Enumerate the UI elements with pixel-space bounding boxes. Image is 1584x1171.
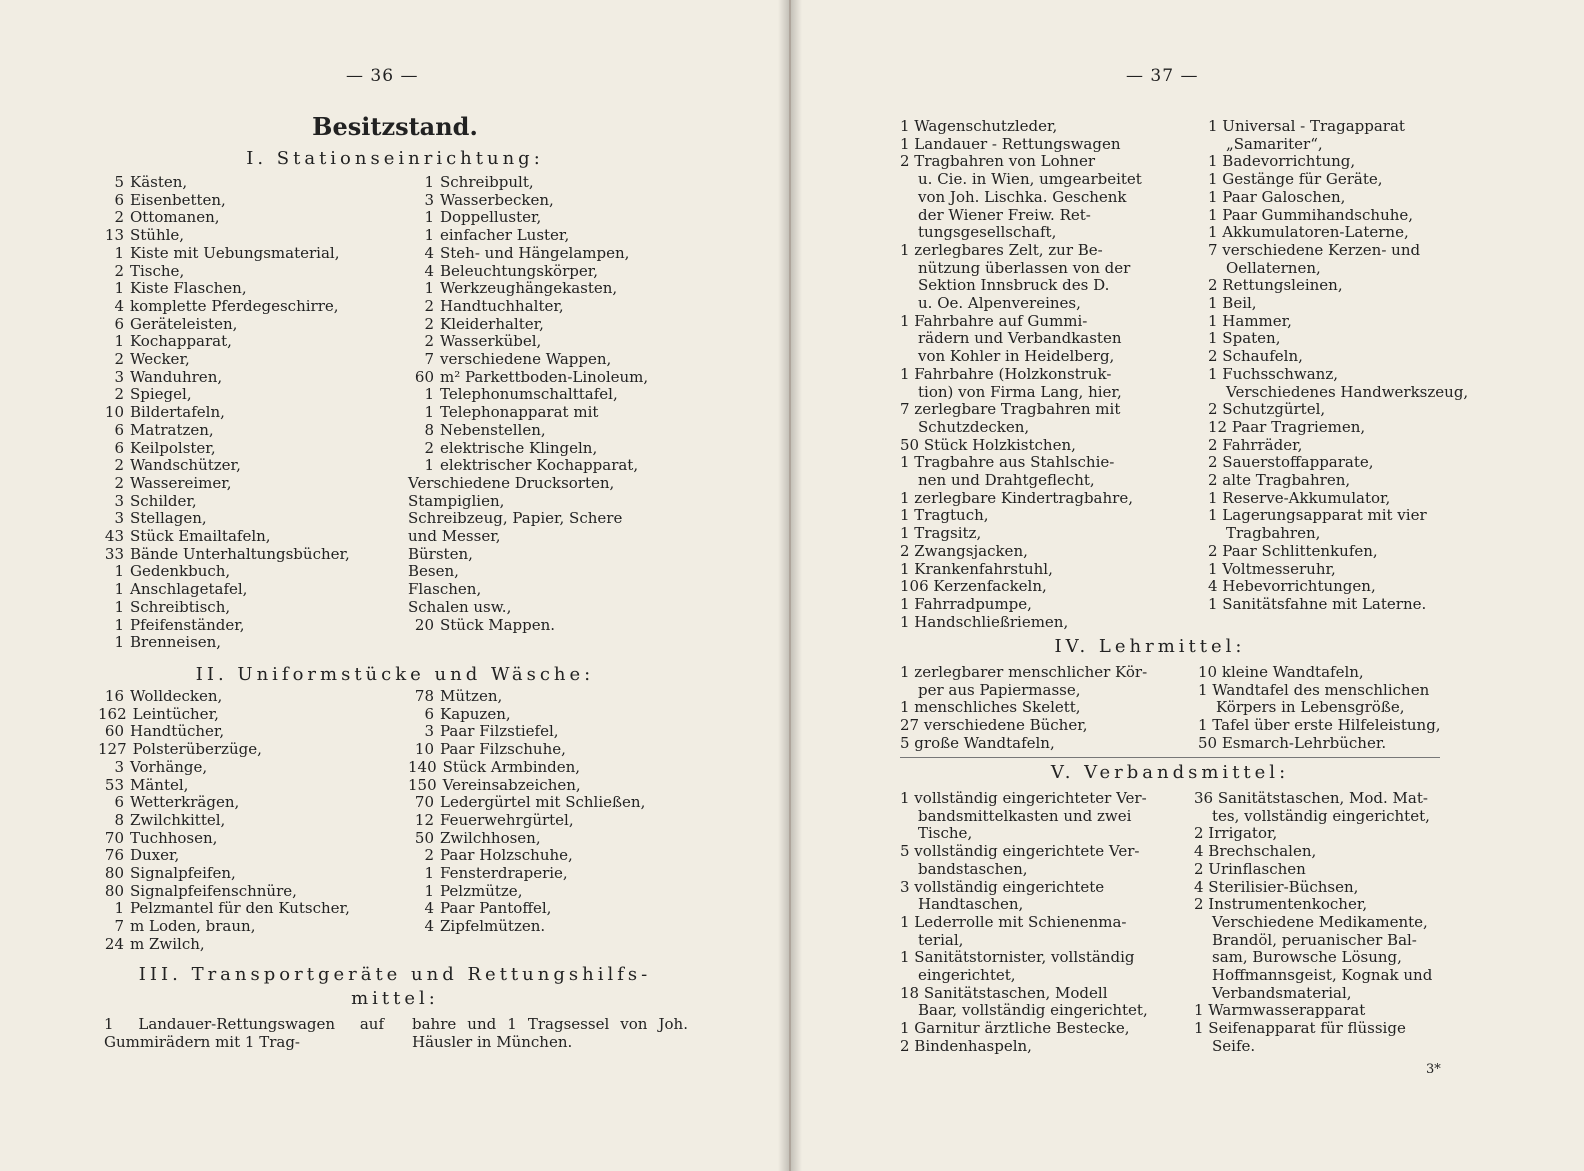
list-item: 4 Steh- und Hängelampen, bbox=[424, 243, 630, 262]
list-item: Besen, bbox=[408, 562, 459, 581]
list-item: Handtaschen, bbox=[918, 895, 1024, 914]
page-number: — 36 — bbox=[346, 66, 419, 86]
list-item: Schalen usw., bbox=[408, 597, 512, 616]
list-item: 3 vollständig eingerichtete bbox=[900, 877, 1105, 896]
section-4-list-left bbox=[900, 664, 1147, 753]
list-item: 7 m Loden, braun, bbox=[114, 917, 256, 936]
list-item: 1 Fuchsschwanz, bbox=[1208, 364, 1339, 383]
list-item: 8 Zwilchkittel, bbox=[114, 810, 226, 829]
list-item: 106 Kerzenfackeln, bbox=[900, 577, 1047, 596]
list-item: 2 Wassereimer, bbox=[114, 473, 232, 492]
list-item: eingerichtet, bbox=[918, 966, 1016, 985]
list-item: 6 Matratzen, bbox=[114, 420, 214, 439]
list-item: 1 Voltmesseruhr, bbox=[1208, 559, 1336, 578]
list-item: 8 Nebenstellen, bbox=[424, 420, 546, 439]
list-item: 33 Bände Unterhaltungsbücher, bbox=[104, 544, 350, 563]
section-2-list-left bbox=[98, 688, 350, 954]
list-item: Stampiglien, bbox=[408, 491, 505, 510]
book-gutter bbox=[778, 0, 802, 1171]
list-item: 1 Fensterdraperie, bbox=[424, 864, 568, 883]
list-item: 5 vollständig eingerichtete Ver- bbox=[900, 842, 1140, 861]
list-item: 4 Paar Pantoffel, bbox=[424, 899, 552, 918]
section-2-list-right bbox=[408, 688, 645, 936]
list-item: 70 Ledergürtel mit Schließen, bbox=[414, 793, 646, 812]
list-item: 1 Schreibtisch, bbox=[114, 597, 231, 616]
list-item: 50 Zwilchhosen, bbox=[414, 828, 541, 847]
list-item: 1 Garnitur ärztliche Bestecke, bbox=[900, 1019, 1130, 1038]
list-item: 3 Schilder, bbox=[114, 491, 197, 510]
list-item: 2 Bindenhaspeln, bbox=[900, 1036, 1032, 1055]
list-item: 1 Badevorrichtung, bbox=[1208, 152, 1356, 171]
list-item: 18 Sanitätstaschen, Modell bbox=[900, 983, 1108, 1002]
list-item: 1 zerlegbarer menschlicher Kör- bbox=[900, 663, 1148, 681]
list-item: 1 Wandtafel des menschlichen bbox=[1198, 680, 1430, 699]
list-item: 150 Vereinsabzeichen, bbox=[408, 775, 581, 794]
list-item: 3 Stellagen, bbox=[114, 509, 207, 528]
list-item: 6 Eisenbetten, bbox=[114, 190, 226, 209]
list-item: 10 kleine Wandtafeln, bbox=[1198, 663, 1364, 681]
list-item: 2 Tragbahren von Lohner bbox=[900, 152, 1096, 171]
list-item: 1 Fahrbahre auf Gummi- bbox=[900, 311, 1088, 330]
list-item: 3 Wasserbecken, bbox=[424, 190, 554, 209]
list-item: Seife. bbox=[1212, 1036, 1256, 1055]
list-item: 2 Schutzgürtel, bbox=[1208, 400, 1326, 419]
list-item: 80 Signalpfeifen, bbox=[104, 864, 236, 883]
list-item: Verschiedenes Handwerkszeug, bbox=[1226, 382, 1469, 401]
list-item: 16 Wolldecken, bbox=[104, 687, 223, 705]
list-item: Verschiedene Drucksorten, bbox=[408, 473, 615, 492]
list-item: 60 m² Parkettboden-Linoleum, bbox=[414, 367, 649, 386]
section-1-list-left bbox=[98, 174, 350, 652]
list-item: 1 elektrischer Kochapparat, bbox=[424, 456, 639, 475]
list-item: 162 Leintücher, bbox=[98, 704, 219, 723]
list-item: 4 Hebevorrichtungen, bbox=[1208, 577, 1376, 596]
list-item: 6 Keilpolster, bbox=[114, 438, 216, 457]
list-item: 1 Brenneisen, bbox=[114, 633, 222, 652]
list-item: 1 Schreibpult, bbox=[424, 173, 534, 191]
list-item: und Messer, bbox=[408, 527, 501, 546]
list-item: 2 Wandschützer, bbox=[114, 456, 241, 475]
section-3-list-left bbox=[900, 118, 1142, 631]
list-item: 20 Stück Mappen. bbox=[414, 615, 556, 634]
list-item: 1 Lederrolle mit Schienenma- bbox=[900, 912, 1127, 931]
list-item: 1 Warmwasserapparat bbox=[1194, 1001, 1366, 1020]
list-item: 2 Instrumentenkocher, bbox=[1194, 895, 1368, 914]
list-item: 127 Polsterüberzüge, bbox=[98, 740, 262, 759]
list-item: 2 Wecker, bbox=[114, 350, 190, 369]
list-item: 7 verschiedene Wappen, bbox=[424, 350, 612, 369]
list-item: 1 Spaten, bbox=[1208, 329, 1281, 348]
list-item: 1 vollständig eingerichteter Ver- bbox=[900, 789, 1147, 807]
section-heading-3-cont: mittel: bbox=[351, 988, 439, 1009]
list-item: rädern und Verbandkasten bbox=[918, 329, 1122, 348]
section-4-list-right bbox=[1198, 664, 1441, 753]
list-item: 1 Doppelluster, bbox=[424, 208, 542, 227]
section-3-text-right: bahre und 1 Tragsessel von Joh. Häusler in München. bbox=[412, 1015, 688, 1051]
list-item: Hoffmannsgeist, Kognak und bbox=[1212, 966, 1433, 985]
left-page bbox=[0, 0, 790, 1171]
list-item: 10 Bildertafeln, bbox=[104, 403, 225, 422]
list-item: 5 Kästen, bbox=[114, 173, 188, 191]
list-item: Sektion Innsbruck des D. bbox=[918, 276, 1110, 295]
list-item: 7 verschiedene Kerzen- und bbox=[1208, 240, 1421, 259]
list-item: bandsmittelkasten und zwei bbox=[918, 806, 1132, 825]
list-item: 1 Gedenkbuch, bbox=[114, 562, 231, 581]
section-3-list-right bbox=[1208, 118, 1468, 614]
list-item: 2 Kleiderhalter, bbox=[424, 314, 544, 333]
list-item: nen und Drahtgeflecht, bbox=[918, 471, 1095, 490]
list-item: terial, bbox=[918, 930, 964, 949]
list-item: 70 Tuchhosen, bbox=[104, 828, 218, 847]
divider bbox=[900, 757, 1440, 758]
list-item: u. Cie. in Wien, umgearbeitet bbox=[918, 170, 1142, 189]
list-item: 3 Paar Filzstiefel, bbox=[424, 722, 559, 741]
list-item: 1 Lagerungsapparat mit vier bbox=[1208, 506, 1427, 525]
list-item: 4 Sterilisier-Büchsen, bbox=[1194, 877, 1359, 896]
list-item: 1 Pelzmütze, bbox=[424, 881, 523, 900]
list-item: 7 zerlegbare Tragbahren mit bbox=[900, 400, 1121, 419]
list-item: 1 Fahrradpumpe, bbox=[900, 594, 1032, 613]
list-item: 5 große Wandtafeln, bbox=[900, 733, 1055, 752]
list-item: per aus Papiermasse, bbox=[918, 680, 1081, 699]
list-item: 1 Paar Galoschen, bbox=[1208, 187, 1346, 206]
section-heading-4: IV. Lehrmittel: bbox=[1054, 636, 1246, 657]
list-item: 2 Ottomanen, bbox=[114, 208, 220, 227]
list-item: 2 Tische, bbox=[114, 261, 185, 280]
list-item: 4 Beleuchtungskörper, bbox=[424, 261, 599, 280]
list-item: 6 Kapuzen, bbox=[424, 704, 511, 723]
list-item: 2 Sauerstoffapparate, bbox=[1208, 453, 1374, 472]
list-item: 12 Feuerwehrgürtel, bbox=[414, 810, 574, 829]
list-item: Tische, bbox=[918, 824, 973, 843]
list-item: 27 verschiedene Bücher, bbox=[900, 716, 1088, 735]
list-item: 1 Anschlagetafel, bbox=[114, 580, 248, 599]
list-item: 36 Sanitätstaschen, Mod. Mat- bbox=[1194, 789, 1428, 807]
section-heading-1: I. Stationseinrichtung: bbox=[246, 148, 544, 169]
list-item: 50 Esmarch-Lehrbücher. bbox=[1198, 733, 1387, 752]
list-item: sam, Burowsche Lösung, bbox=[1212, 948, 1402, 967]
list-item: 1 Tragtuch, bbox=[900, 506, 989, 525]
list-item: 1 Seifenapparat für flüssige bbox=[1194, 1019, 1406, 1038]
list-item: 1 menschliches Skelett, bbox=[900, 698, 1081, 717]
list-item: Tragbahren, bbox=[1226, 524, 1321, 543]
list-item: von Kohler in Heidelberg, bbox=[918, 347, 1115, 366]
list-item: Baar, vollständig eingerichtet, bbox=[918, 1001, 1148, 1020]
list-item: Körpers in Lebensgröße, bbox=[1216, 698, 1405, 717]
list-item: u. Oe. Alpenvereines, bbox=[918, 294, 1081, 313]
list-item: Schutzdecken, bbox=[918, 417, 1030, 436]
list-item: 1 Kiste mit Uebungsmaterial, bbox=[114, 243, 340, 262]
section-heading-5: V. Verbandsmittel: bbox=[1050, 762, 1290, 783]
section-5-list-right bbox=[1194, 790, 1432, 1056]
list-item: 6 Geräteleisten, bbox=[114, 314, 238, 333]
list-item: 43 Stück Emailtafeln, bbox=[104, 527, 271, 546]
list-item: Verschiedene Medikamente, bbox=[1212, 912, 1428, 931]
list-item: 4 komplette Pferdegeschirre, bbox=[114, 296, 339, 315]
list-item: Oellaternen, bbox=[1226, 258, 1321, 277]
list-item: 1 Universal - Tragapparat bbox=[1208, 117, 1405, 135]
list-item: 1 Hammer, bbox=[1208, 311, 1292, 330]
list-item: 60 Handtücher, bbox=[104, 722, 225, 741]
list-item: 2 Fahrräder, bbox=[1208, 435, 1303, 454]
list-item: „Samariter“, bbox=[1226, 134, 1323, 153]
list-item: 50 Stück Holzkistchen, bbox=[900, 435, 1076, 454]
list-item: 2 Rettungsleinen, bbox=[1208, 276, 1343, 295]
list-item: 80 Signalpfeifenschnüre, bbox=[104, 881, 297, 900]
section-5-list-left bbox=[900, 790, 1148, 1056]
list-item: 1 Beil, bbox=[1208, 294, 1257, 313]
page-title: Besitzstand. bbox=[312, 112, 478, 141]
list-item: Flaschen, bbox=[408, 580, 482, 599]
list-item: 1 Telephonapparat mit bbox=[424, 403, 599, 422]
list-item: 140 Stück Armbinden, bbox=[408, 757, 581, 776]
section-3-text-left: 1 Landauer-Rettungswagen auf Gummirädern mit 1 Trag- bbox=[104, 1015, 384, 1051]
list-item: 2 Urinflaschen bbox=[1194, 859, 1306, 878]
list-item: 2 Schaufeln, bbox=[1208, 347, 1303, 366]
list-item: von Joh. Lischka. Geschenk bbox=[918, 187, 1127, 206]
list-item: 1 Reserve-Akkumulator, bbox=[1208, 488, 1391, 507]
list-item: 1 Krankenfahrstuhl, bbox=[900, 559, 1053, 578]
list-item: 2 Zwangsjacken, bbox=[900, 541, 1028, 560]
list-item: der Wiener Freiw. Ret- bbox=[918, 205, 1091, 224]
list-item: 2 Paar Holzschuhe, bbox=[424, 846, 573, 865]
list-item: 1 zerlegbare Kindertragbahre, bbox=[900, 488, 1133, 507]
list-item: Bürsten, bbox=[408, 544, 473, 563]
list-item: 1 Gestänge für Geräte, bbox=[1208, 170, 1383, 189]
list-item: 10 Paar Filzschuhe, bbox=[414, 740, 566, 759]
list-item: 1 einfacher Luster, bbox=[424, 226, 570, 245]
list-item: 1 Handschließriemen, bbox=[900, 612, 1069, 631]
list-item: 1 Tafel über erste Hilfeleistung, bbox=[1198, 716, 1441, 735]
list-item: 2 Wasserkübel, bbox=[424, 332, 542, 351]
list-item: 1 Fahrbahre (Holzkonstruk- bbox=[900, 364, 1112, 383]
list-item: 1 Tragsitz, bbox=[900, 524, 982, 543]
list-item: 1 Wagenschutzleder, bbox=[900, 117, 1058, 135]
list-item: 76 Duxer, bbox=[104, 846, 180, 865]
list-item: 1 Akkumulatoren-Laterne, bbox=[1208, 223, 1409, 242]
list-item: 1 Kochapparat, bbox=[114, 332, 232, 351]
list-item: Schreibzeug, Papier, Schere bbox=[408, 509, 623, 528]
list-item: tion) von Firma Lang, hier, bbox=[918, 382, 1122, 401]
list-item: 2 Handtuchhalter, bbox=[424, 296, 564, 315]
section-heading-3: III. Transportgeräte und Rettungshilfs- bbox=[138, 964, 652, 985]
list-item: 1 Kiste Flaschen, bbox=[114, 279, 247, 298]
list-item: tungsgesellschaft, bbox=[918, 223, 1057, 242]
list-item: 2 Irrigator, bbox=[1194, 824, 1278, 843]
page-number: — 37 — bbox=[1126, 66, 1199, 86]
list-item: tes, vollständig eingerichtet, bbox=[1212, 806, 1430, 825]
list-item: 1 Sanitätsfahne mit Laterne. bbox=[1208, 594, 1427, 613]
list-item: 24 m Zwilch, bbox=[104, 934, 205, 953]
list-item: Verbandsmaterial, bbox=[1212, 983, 1352, 1002]
list-item: 1 Werkzeughängekasten, bbox=[424, 279, 618, 298]
list-item: 1 zerlegbares Zelt, zur Be- bbox=[900, 240, 1103, 259]
list-item: 4 Zipfelmützen. bbox=[424, 917, 546, 936]
list-item: 4 Brechschalen, bbox=[1194, 842, 1317, 861]
section-heading-2: II. Uniformstücke und Wäsche: bbox=[195, 664, 595, 685]
list-item: 1 Pfeifenständer, bbox=[114, 615, 245, 634]
list-item: 53 Mäntel, bbox=[104, 775, 189, 794]
list-item: 1 Sanitätstornister, vollständig bbox=[900, 948, 1135, 967]
list-item: 6 Wetterkrägen, bbox=[114, 793, 240, 812]
list-item: 1 Paar Gummihandschuhe, bbox=[1208, 205, 1414, 224]
signature-mark: 3* bbox=[1426, 1062, 1441, 1077]
list-item: 3 Wanduhren, bbox=[114, 367, 223, 386]
section-1-list-right bbox=[408, 174, 648, 634]
list-item: 2 Paar Schlittenkufen, bbox=[1208, 541, 1378, 560]
list-item: 2 alte Tragbahren, bbox=[1208, 471, 1351, 490]
list-item: 1 Tragbahre aus Stahlschie- bbox=[900, 453, 1115, 472]
list-item: nützung überlassen von der bbox=[918, 258, 1131, 277]
list-item: 1 Landauer - Rettungswagen bbox=[900, 134, 1121, 153]
right-page bbox=[790, 0, 1584, 1171]
list-item: 13 Stühle, bbox=[104, 226, 185, 245]
list-item: 1 Pelzmantel für den Kutscher, bbox=[114, 899, 350, 918]
list-item: 1 Telephonumschalttafel, bbox=[424, 385, 618, 404]
list-item: 78 Mützen, bbox=[414, 687, 503, 705]
list-item: 12 Paar Tragriemen, bbox=[1208, 417, 1366, 436]
list-item: 2 elektrische Klingeln, bbox=[424, 438, 598, 457]
list-item: bandstaschen, bbox=[918, 859, 1028, 878]
list-item: Brandöl, peruanischer Bal- bbox=[1212, 930, 1417, 949]
list-item: 3 Vorhänge, bbox=[114, 757, 208, 776]
list-item: 2 Spiegel, bbox=[114, 385, 192, 404]
